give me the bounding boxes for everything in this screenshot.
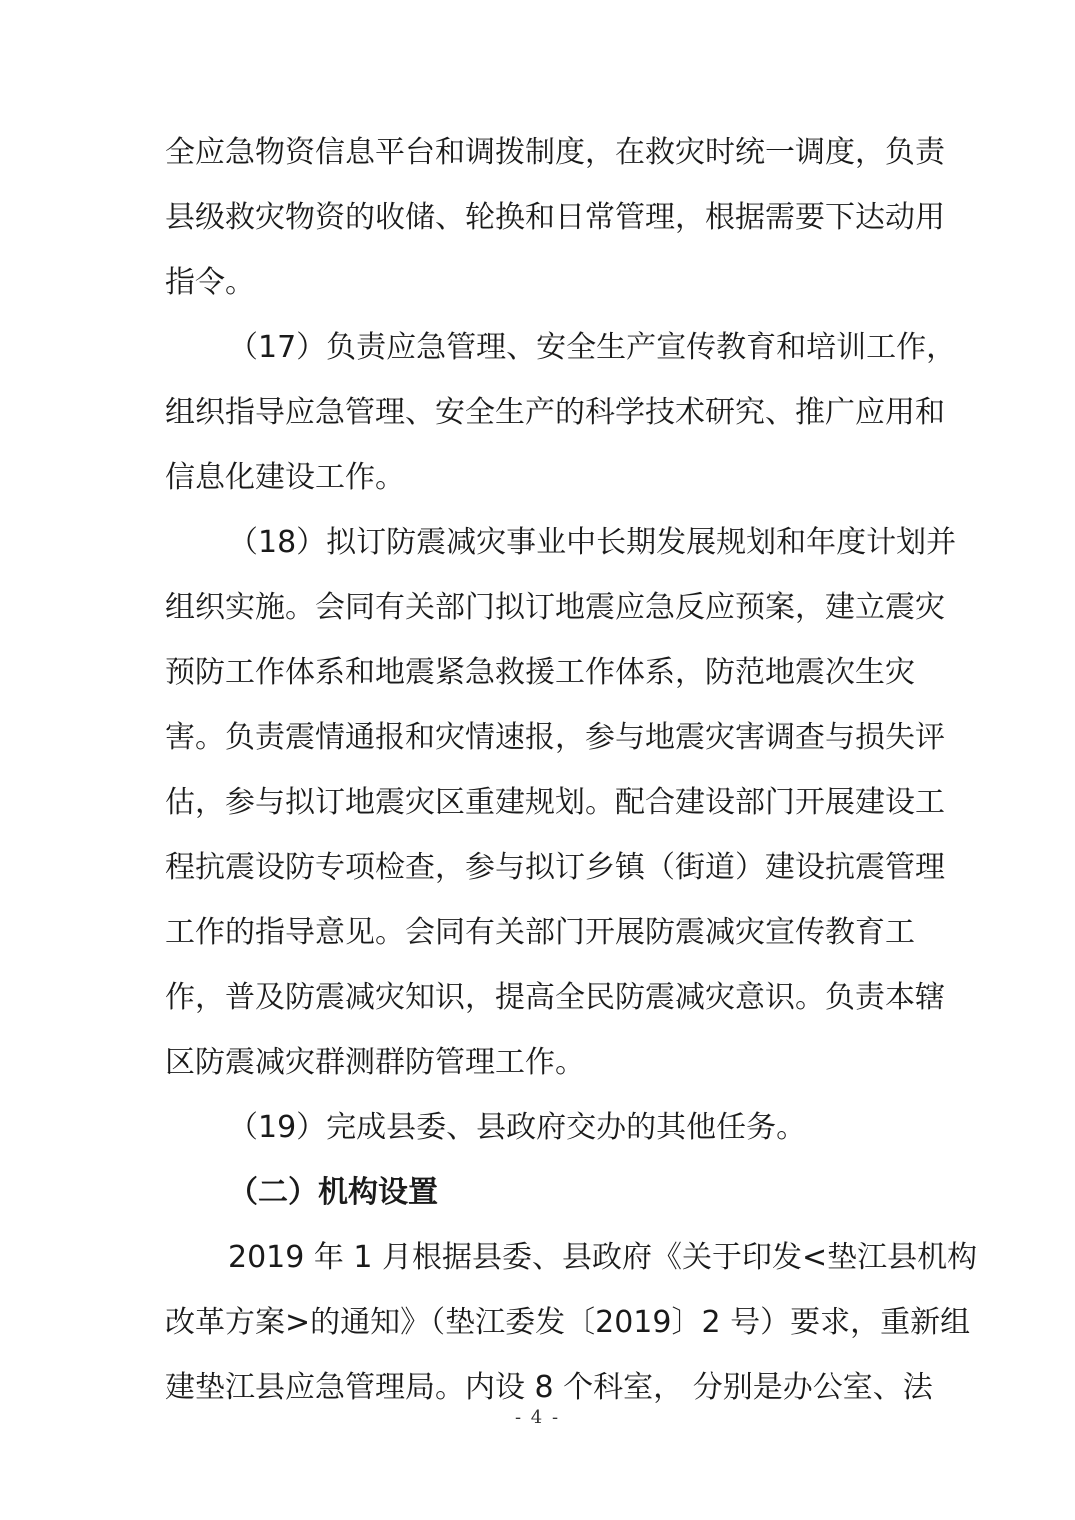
- text-line: （19）完成县委、县政府交办的其他任务。: [228, 1110, 807, 1145]
- text-line: 估，参与拟订地震灾区重建规划。配合建设部门开展建设工: [165, 785, 945, 820]
- text-line: 信息化建设工作。: [165, 460, 405, 495]
- text-line: 组织实施。会同有关部门拟订地震应急反应预案，建立震灾: [165, 590, 945, 625]
- text-line: 预防工作体系和地震紧急救援工作体系，防范地震次生灾: [165, 655, 915, 690]
- text-line: （17）负责应急管理、安全生产宣传教育和培训工作，: [228, 330, 957, 365]
- text-line: 作，普及防震减灾知识，提高全民防震减灾意识。负责本辖: [165, 980, 945, 1015]
- text-line: 县级救灾物资的收储、轮换和日常管理，根据需要下达动用: [165, 200, 945, 235]
- text-line: （18）拟订防震减灾事业中长期发展规划和年度计划并: [228, 525, 957, 560]
- text-line: 指令。: [165, 265, 255, 300]
- text-line: 程抗震设防专项检查，参与拟订乡镇（街道）建设抗震管理: [165, 850, 945, 885]
- text-line: 全应急物资信息平台和调拨制度，在救灾时统一调度，负责: [165, 135, 945, 170]
- section-heading: （二）机构设置: [228, 1175, 438, 1210]
- text-line: 改革方案>的通知》（垫江委发〔2019〕2 号）要求，重新组: [165, 1305, 971, 1340]
- page-number: - 4 -: [514, 1407, 561, 1428]
- text-line: 害。负责震情通报和灾情速报，参与地震灾害调查与损失评: [165, 720, 945, 755]
- text-line: 2019 年 1 月根据县委、县政府《关于印发<垫江县机构: [228, 1240, 978, 1275]
- text-line: 工作的指导意见。会同有关部门开展防震减灾宣传教育工: [165, 915, 915, 950]
- text-line: 组织指导应急管理、安全生产的科学技术研究、推广应用和: [165, 395, 945, 430]
- text-line: 区防震减灾群测群防管理工作。: [165, 1045, 585, 1080]
- text-line: 建垫江县应急管理局。内设 8 个科室， 分别是办公室、法: [165, 1370, 933, 1405]
